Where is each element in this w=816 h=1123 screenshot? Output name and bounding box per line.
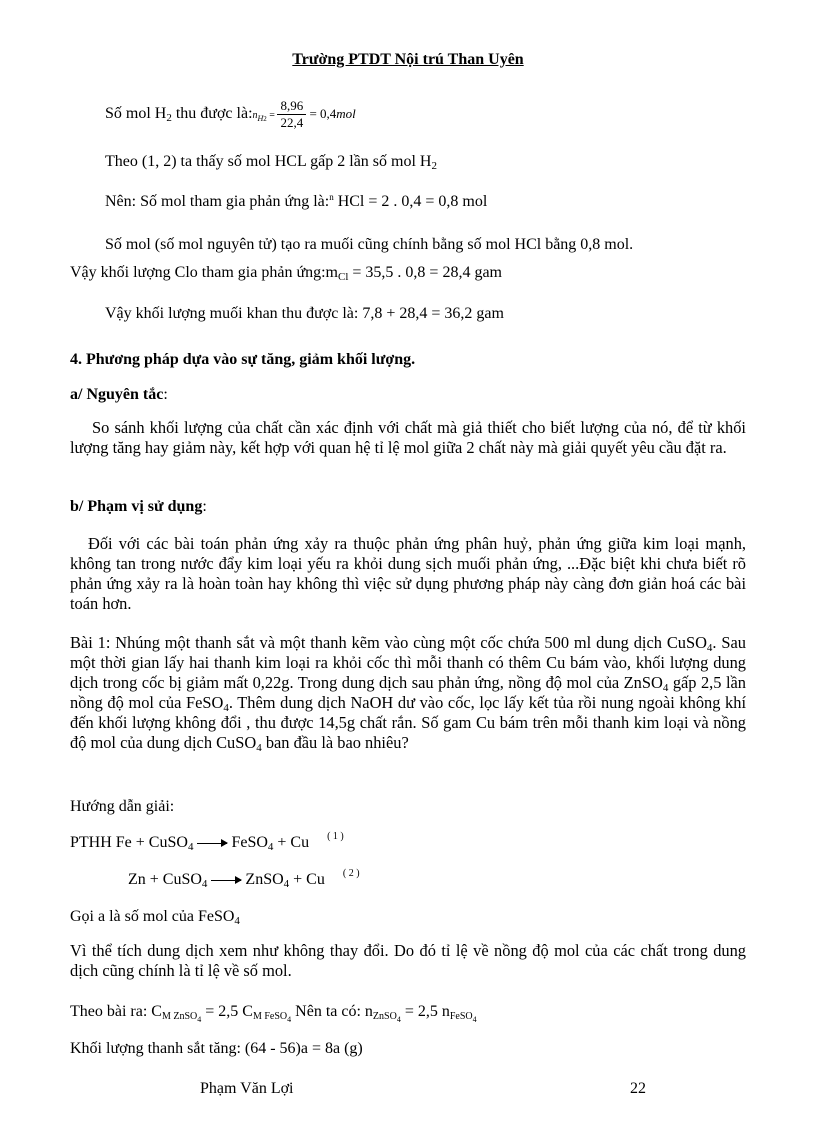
eq1-prod: FeSO [231, 834, 268, 851]
theo-bai-t3: Nên ta có: n [291, 1003, 373, 1020]
h2-n: n [252, 110, 258, 121]
theo-bai-s1b: 4 [197, 1015, 202, 1024]
sub-b-colon: : [202, 498, 207, 515]
theo-bai-t2: = 2,5 C [201, 1003, 253, 1020]
paragraph-b: Đối với các bài toán phản ứng xảy ra thuộc phản ứng phân huỷ, phản ứng giữa kim loại mạnh, không tan trong nước đẩy kim loại yếu ra khỏi dung sịch muối phản ứng, ...Đặc biệt khi chưa biết rõ phản ứng xảy ra là hoàn toàn hay không thì việc sử dụng phương pháp này càng đơn giản hoá các bài toán hơn. [70, 534, 746, 613]
theo-bai-s3b: 4 [396, 1015, 401, 1024]
sub-heading-b [70, 497, 207, 517]
h2-eq: = [266, 110, 278, 121]
line-somol-text2: Vậy khối lượng Clo tham gia phản ứng:m [70, 264, 338, 281]
eq1-s2: 4 [267, 841, 274, 853]
huong-dan-label: Hướng dẫn giải: [70, 798, 175, 815]
theo-bai-s1-text: M ZnSO [161, 1011, 198, 1022]
goi-a-sub: 4 [234, 915, 240, 927]
eq1-tag: ( 1 ) [327, 831, 344, 842]
bai1-s3: 4 [223, 702, 229, 714]
h2-nsub: H [257, 114, 264, 123]
sub-a-label: a/ Nguyên tắc [70, 386, 164, 403]
eq1-pre: PTHH Fe + CuSO [70, 834, 188, 851]
footer-page-number: 22 [630, 1080, 646, 1097]
line-nen-text1: Nên: Số mol tham gia phản ứng là: [105, 193, 330, 210]
bai1-s2: 4 [662, 682, 669, 694]
reaction-arrow-icon [211, 880, 241, 881]
theo-bai-line [70, 1002, 477, 1022]
eq2-s1: 4 [201, 878, 208, 890]
paragraph-a: So sánh khối lượng của chất cần xác định với chất mà giả thiết cho biết lượng của nó, để từ khối lượng tăng hay giảm này, kết hợp với quan hệ tỉ lệ mol giữa 2 chất này mà giải quyết yêu cầu đặt ra. [70, 418, 746, 457]
bai1-p1: Bài 1: Nhúng một thanh sắt và một thanh kẽm vào cùng một cốc chứa 500 ml dung dịch CuSO [70, 633, 707, 652]
bai1-p2: . Sau một thời gian lấy hai thanh kim loại ra khỏi cốc thì mỗi thanh có thêm Cu bám vào, khối lượng dung dịch trong cốc bị giảm mất 0,22g. Trong dung dịch sau phản ứng, nồng độ mol của ZnSO [70, 633, 746, 692]
bai1-s4: 4 [256, 742, 262, 754]
line-nen-text2: HCl = 2 . 0,4 = 0,8 mol [333, 193, 488, 210]
bai1-p3: gấp 2,5 lần nồng độ mol của FeSO [70, 673, 746, 712]
h2-nsub2: 2 [263, 115, 267, 123]
fraction-numerator: 8,96 [277, 98, 306, 115]
theo-bai-s2 [253, 1011, 291, 1022]
theo-bai-s4 [450, 1011, 477, 1022]
sub-b-label: b/ Phạm vị sử dụng [70, 498, 203, 515]
h2-sub: 2 [166, 112, 172, 124]
khoi-luong-line: Khối lượng thanh sắt tăng: (64 - 56)a = 8a (g) [70, 1040, 363, 1057]
line-somol-1: Số mol (số mol nguyên tử) tạo ra muối cũng chính bằng số mol HCl bằng 0,8 mol. [105, 236, 634, 253]
goi-a-line [70, 907, 240, 927]
h2-moles-line [105, 94, 356, 136]
vi-the-paragraph: Vì thể tích dung dịch xem như không thay đổi. Do đó tỉ lệ về nồng độ mol của các chất trong dung dịch cũng chính là tỉ lệ về số mol. [70, 941, 746, 980]
h2-label: Số mol H [105, 105, 167, 122]
line-theo [105, 152, 437, 172]
h2-fraction [277, 98, 306, 131]
reaction-arrow-icon [197, 843, 227, 844]
section-4-heading: 4. Phương pháp dựa vào sự tăng, giảm khối lượng. [70, 351, 416, 368]
eq2-tag: ( 2 ) [342, 868, 360, 879]
theo-bai-s3-text: ZnSO [372, 1011, 397, 1022]
line-vay: Vậy khối lượng muối khan thu được là: 7,8 + 28,4 = 36,2 gam [105, 305, 504, 322]
theo-bai-s1 [162, 1011, 201, 1022]
bai1-p5: ban đầu là bao nhiêu? [261, 733, 409, 752]
bai-1-problem [70, 633, 746, 753]
h2-result: = 0,4 [306, 106, 337, 121]
theo-bai-s3 [373, 1011, 401, 1022]
equation-1 [70, 833, 344, 855]
theo-bai-s2b: 4 [287, 1015, 292, 1024]
eq1-tail: + Cu [273, 834, 310, 851]
h2-unit: mol [336, 106, 356, 121]
theo-bai-s2-text: M FeSO [252, 1011, 288, 1022]
eq2-tail: + Cu [289, 871, 325, 888]
eq2-prod: ZnSO [245, 871, 284, 888]
eq2-s2: 4 [283, 878, 290, 890]
line-nen-sup: n [329, 192, 334, 202]
footer-author: Phạm Văn Lợi [200, 1080, 294, 1097]
line-theo-sub: 2 [431, 160, 437, 172]
equation-2 [128, 870, 360, 892]
sub-a-colon: : [163, 386, 168, 403]
line-somol-sub: Cl [338, 271, 349, 283]
theo-bai-t4: = 2,5 n [400, 1003, 450, 1020]
fraction-denominator: 22,4 [280, 114, 304, 130]
line-somol-2 [70, 263, 502, 283]
eq1-s1: 4 [187, 841, 194, 853]
bai1-p4: . Thêm dung dịch NaOH dư vào cốc, lọc lấy kết tủa rồi nung ngoài không khí đến khối lượng không đổi , thu được 14,5g chất rắn. Số gam Cu bám trên mỗi thanh kim loại và nồng độ mol của dung dịch CuSO [70, 693, 746, 752]
theo-bai-s4b: 4 [472, 1015, 477, 1024]
page-header: Trường PTDT Nội trú Than Uyên [292, 51, 524, 68]
line-theo-text: Theo (1, 2) ta thấy số mol HCL gấp 2 lần số mol H [105, 153, 432, 170]
eq2-pre: Zn + CuSO [128, 871, 202, 888]
goi-a-text: Gọi a là số mol của FeSO [70, 908, 235, 925]
bai1-s1: 4 [706, 642, 713, 654]
theo-bai-t1: Theo bài ra: C [70, 1003, 162, 1020]
line-somol-text3: = 35,5 . 0,8 = 28,4 gam [348, 264, 502, 281]
line-nen [105, 192, 487, 212]
sub-heading-a [70, 385, 168, 405]
h2-mid: thu được là: [171, 105, 253, 122]
theo-bai-s4-text: FeSO [449, 1011, 473, 1022]
